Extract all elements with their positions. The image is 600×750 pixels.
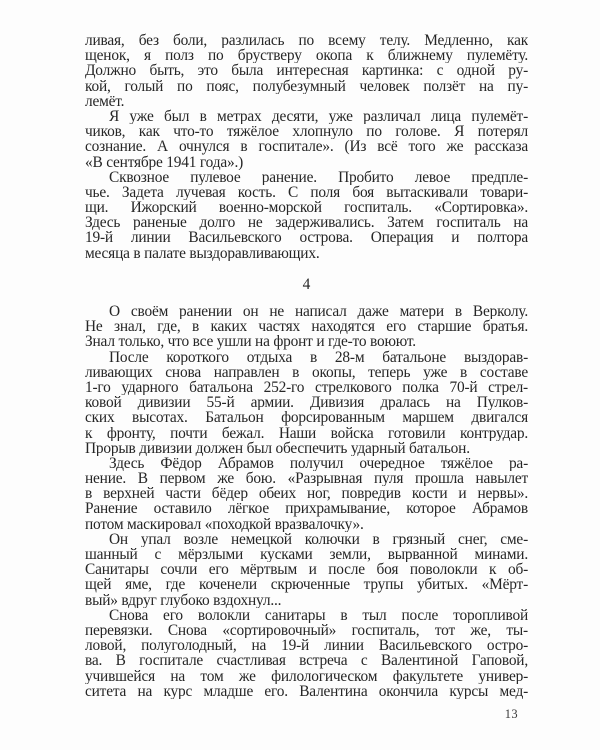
text-line: Я уже был в метрах десяти, уже различал лица пулемёт- <box>109 108 528 125</box>
text-line: Ранение оставило лёгкое прихрамывание, которое Абрамов <box>85 501 528 517</box>
text-line: 1-го ударного батальона 252-го стрелкового полка 70-й стрел- <box>85 379 528 396</box>
text-line: Санитары сочли его мёртвым и после боя поволокли к об- <box>85 562 528 578</box>
page-number: 13 <box>504 707 518 721</box>
text-line: ских высотах. Батальон форсированным маршем двигался <box>85 410 528 426</box>
text-line: щенок, я полз по брустверу окопа к ближнему пулемёту. <box>85 48 528 64</box>
text-line: О своём ранении он не написал даже матери в Верколу. <box>109 304 528 320</box>
text-line: ливая, без боли, разлилась по всему телу. Медленно, как <box>85 33 528 49</box>
text-line: ковой дивизии 55-й армии. Дивизия дралась на Пулков- <box>85 395 528 411</box>
text-line: сознание. А очнулся в госпитале». (Из всё того же рассказа <box>85 139 528 155</box>
text-line: шанный с мёрзлыми кусками земли, вырванной минами. <box>85 547 528 563</box>
text-line: вый» вдруг глубоко вздохнул... <box>85 592 282 608</box>
page-text <box>85 33 528 699</box>
text-line: учившейся на том же филологическом факультете универ- <box>85 668 528 684</box>
text-line: Он упал возле немецкой колючки в грязный снег, сме- <box>109 531 528 547</box>
text-line: ловой, полуголодный, на 19-й линии Васильевского остро- <box>85 638 528 654</box>
text-line: «В сентябре 1941 года».) <box>85 154 244 170</box>
text-line: кой, голый по пояс, полубезумный человек ползёт на пу- <box>85 78 528 94</box>
text-line: чье. Задета лучевая кость. С поля боя вытаскивали товари- <box>85 184 528 201</box>
section-heading: 4 <box>302 275 311 293</box>
text-line: После короткого отдыха в 28-м батальоне выздорав- <box>109 349 528 365</box>
text-line: месяца в палате выздоравливающих. <box>85 245 320 261</box>
paragraph <box>85 33 528 109</box>
text-line: ситета на курс младше его. Валентина окончила курсы мед- <box>85 683 528 699</box>
text-line: Здесь Фёдор Абрамов получил очередное тяжёлое ра- <box>109 455 528 472</box>
text-line: в верхней части бёдер обеих ног, повредив кости и нервы». <box>85 486 528 502</box>
paragraph <box>85 170 528 261</box>
text-line: к фронту, почти бежал. Наши войска готовили контрудар. <box>85 425 528 441</box>
text-line: ливающих снова направлен в окопы, теперь уже в составе <box>85 364 528 380</box>
text-line: лемёт. <box>85 93 125 109</box>
text-line: Не знал, где, в каких частях находятся его старшие братья. <box>85 319 528 335</box>
text-line: нение. В первом же бою. «Разрывная пуля прошла навылет <box>85 471 528 487</box>
text-line: Знал только, что все ушли на фронт и где-то воюют. <box>85 334 416 350</box>
text-line: щи. Ижорский военно-морской госпиталь. «Сортировка». <box>85 200 528 216</box>
paragraph <box>85 532 528 608</box>
text-line: Снова его волокли санитары в тыл после торопливой <box>109 607 528 623</box>
text-line: щей яме, где коченели скрюченные трупы убитых. «Мёрт- <box>85 577 528 593</box>
text-line: чиков, как что-то тяжёлое хлопнуло по голове. Я потерял <box>85 124 528 140</box>
text-line: Прорыв дивизии должен был обеспечить ударный батальон. <box>85 440 470 456</box>
text-line: 19-й линии Васильевского острова. Операция и полтора <box>85 230 528 246</box>
paragraph <box>85 350 528 456</box>
text-line: ва. В госпитале счастливая встреча с Валентиной Гаповой, <box>85 653 528 669</box>
text-line: Здесь раненые долго не задерживались. Затем госпиталь на <box>85 215 528 231</box>
paragraph <box>85 304 528 350</box>
text-line: Сквозное пулевое ранение. Пробито левое предпле- <box>109 169 528 185</box>
text-line: Должно быть, это была интересная картинка: с одной ру- <box>85 63 528 79</box>
paragraph <box>85 109 528 170</box>
paragraph <box>85 608 528 699</box>
text-line: потом маскировал «походкой вразвалочку». <box>85 516 364 532</box>
text-line: перевязки. Снова «сортировочный» госпиталь, тот же, ты- <box>85 622 528 639</box>
paragraph <box>85 456 528 532</box>
